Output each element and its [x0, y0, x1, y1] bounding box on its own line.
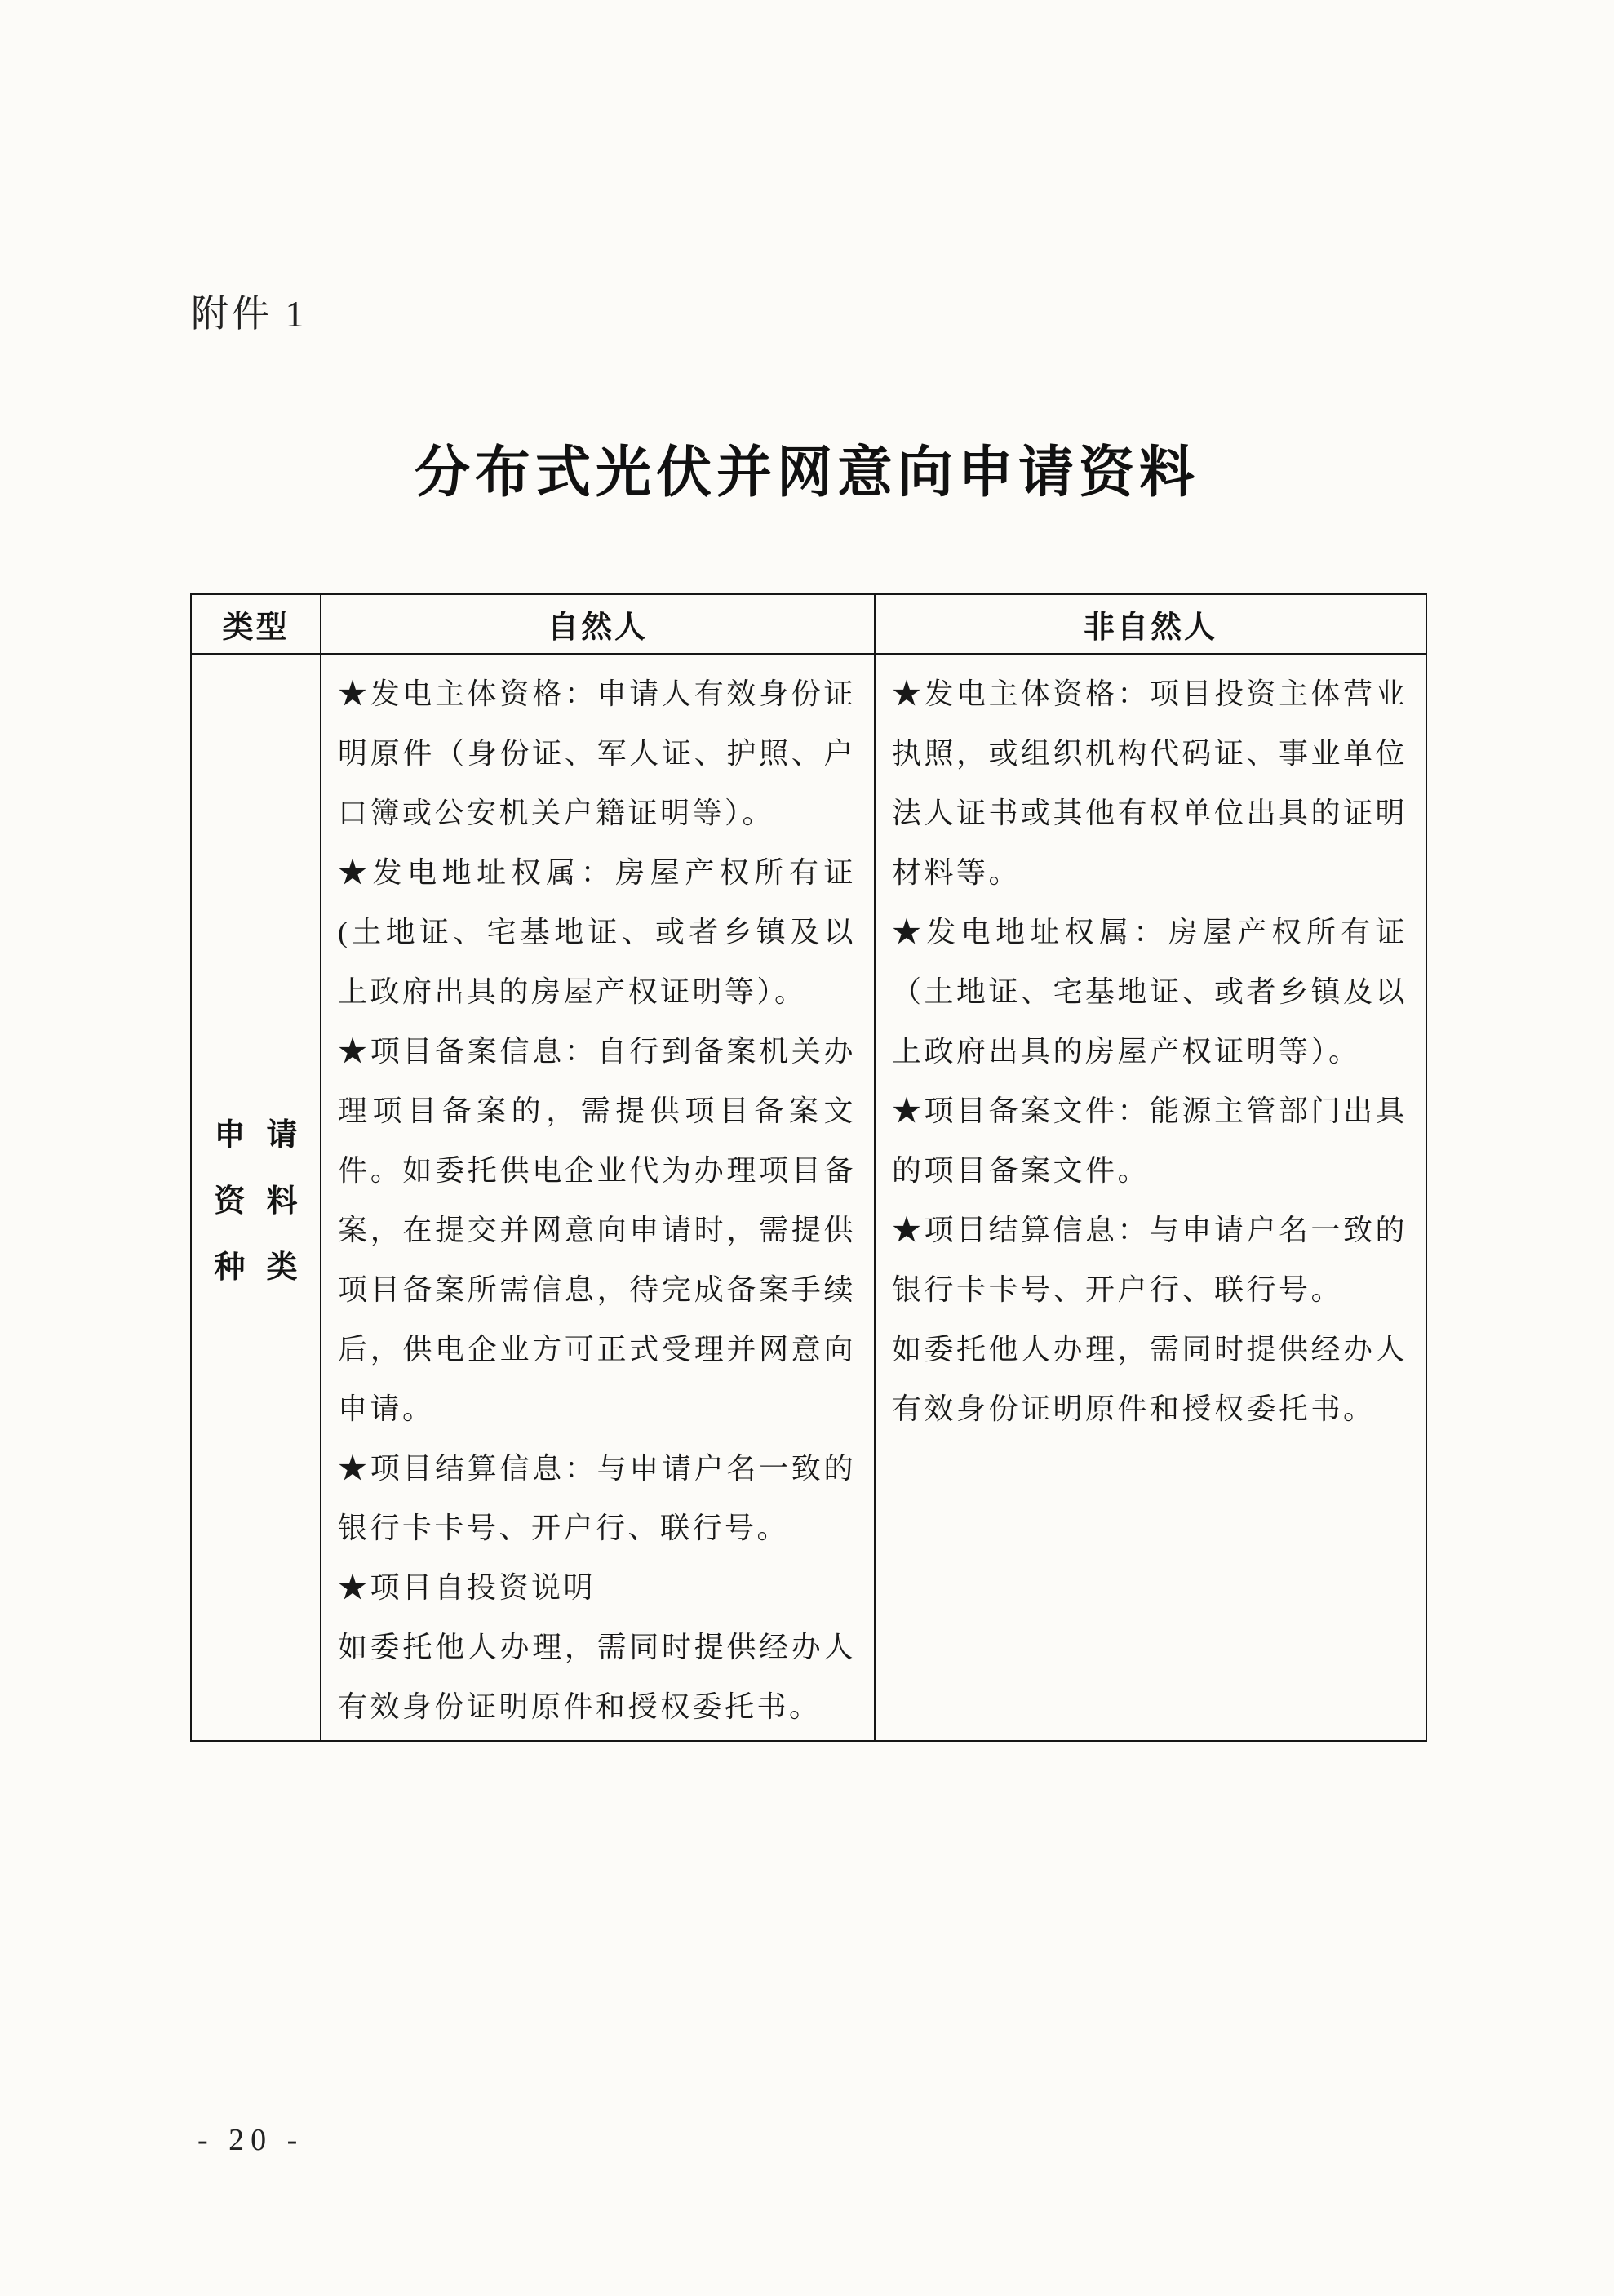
cell-natural-person-materials — [321, 654, 875, 1741]
natural-paragraph-project-filing: ★项目备案信息：自行到备案机关办理项目备案的，需提供项目备案文件。如委托供电企业代为办理项目备案，在提交并网意向申请时，需提供项目备案所需信息，待完成备案手续后，供电企业方可正式受理并网意向申请。 — [338, 1035, 856, 1425]
row-label-line-3: 种类 — [214, 1250, 319, 1285]
table-header-row — [191, 594, 1426, 654]
natural-paragraph-delegation-note: 如委托他人办理，需同时提供经办人有效身份证明原件和授权委托书。 — [338, 1631, 856, 1723]
natural-paragraph-address-ownership: ★发电地址权属：房屋产权所有证(土地证、宅基地证、或者乡镇及以上政府出具的房屋产权证明等）。 — [338, 856, 856, 1008]
non-natural-person-paragraphs — [876, 655, 1426, 1439]
non-natural-paragraph-project-filing: ★项目备案文件：能源主管部门出具的项目备案文件。 — [892, 1095, 1408, 1187]
natural-paragraph-self-investment: ★项目自投资说明 — [338, 1571, 596, 1604]
header-non-natural-person: 非自然人 — [875, 594, 1426, 654]
application-materials-table — [190, 593, 1427, 1742]
cell-non-natural-person-materials — [875, 654, 1426, 1741]
row-label-line-2: 资料 — [214, 1184, 319, 1219]
natural-person-paragraphs — [321, 655, 874, 1737]
header-type: 类型 — [191, 594, 321, 654]
row-label-application-material-types — [191, 654, 321, 1741]
non-natural-paragraph-settlement-info: ★项目结算信息：与申请户名一致的银行卡卡号、开户行、联行号。 — [892, 1214, 1408, 1306]
natural-paragraph-generation-subject: ★发电主体资格：申请人有效身份证明原件（身份证、军人证、护照、户口簿或公安机关户籍证明等）。 — [338, 677, 856, 829]
non-natural-paragraph-generation-subject: ★发电主体资格：项目投资主体营业执照，或组织机构代码证、事业单位法人证书或其他有权单位出具的证明材料等。 — [892, 677, 1408, 889]
page-title: 分布式光伏并网意向申请资料 — [414, 442, 1199, 504]
page-number: - 20 - — [197, 2123, 304, 2157]
non-natural-paragraph-address-ownership: ★发电地址权属：房屋产权所有证（土地证、宅基地证、或者乡镇及以上政府出具的房屋产权证明等）。 — [892, 916, 1408, 1068]
attachment-label: 附件 1 — [191, 293, 308, 335]
table-row — [191, 654, 1426, 1741]
non-natural-paragraph-delegation-note: 如委托他人办理，需同时提供经办人有效身份证明原件和授权委托书。 — [892, 1333, 1408, 1425]
row-label-line-1: 申请 — [214, 1117, 319, 1152]
natural-paragraph-settlement-info: ★项目结算信息：与申请户名一致的银行卡卡号、开户行、联行号。 — [338, 1452, 856, 1544]
row-label-lines — [192, 1109, 320, 1286]
header-natural-person: 自然人 — [321, 594, 875, 654]
